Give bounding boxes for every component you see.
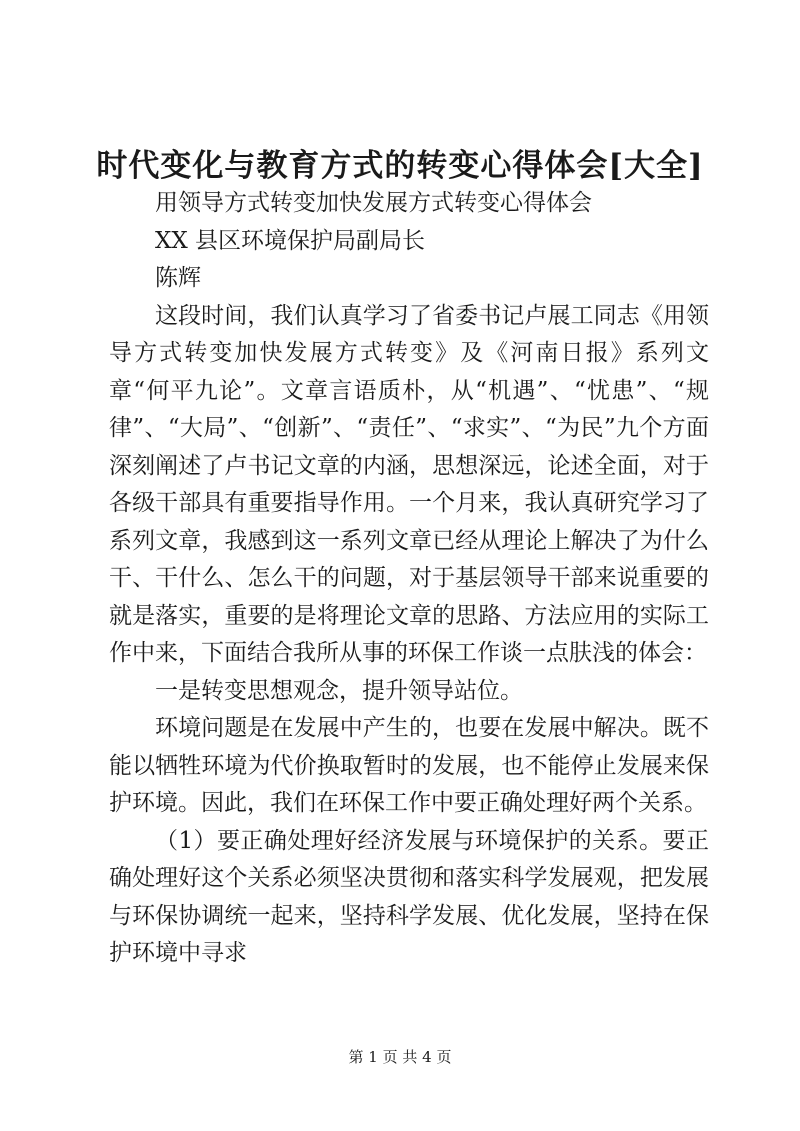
author-name: 陈辉 bbox=[155, 265, 201, 291]
paragraph-environment bbox=[109, 710, 709, 823]
page-footer: 第 1 页 共 4 页 bbox=[348, 1048, 452, 1066]
author-org: XX 县区环境保护局副局长 bbox=[155, 227, 426, 254]
paragraph-relation-1 bbox=[109, 823, 709, 973]
paragraph-text: （1）要正确处理好经济发展与环境保护的关系。要正确处理好这个关系必须坚决贯彻和落实科学发展观，把发展与环保协调统一起来，坚持科学发展、优化发展，坚持在保护环境中寻求 bbox=[109, 827, 709, 966]
paragraph-intro bbox=[109, 298, 709, 673]
document-body bbox=[109, 185, 709, 973]
paragraph-heading-1 bbox=[109, 673, 709, 711]
document-title: 时代变化与教育方式的转变心得体会[大全] bbox=[96, 148, 704, 184]
paragraph-text: 环境问题是在发展中产生的，也要在发展中解决。既不能以牺牲环境为代价换取暂时的发展，也不能停止发展来保护环境。因此，我们在环保工作中要正确处理好两个关系。 bbox=[109, 715, 709, 816]
paragraph-text: 这段时间，我们认真学习了省委书记卢展工同志《用领导方式转变加快发展方式转变》及《河南日报》系列文章“何平九论”。文章言语质朴，从“机遇”、“忧患”、“规律”、“大局”、“创新”、“责任”、“求实”、“为民”九个方面深刻阐述了卢书记文章的内涵，思想深远，论述全面，对于各级干部具有重要指导作用。一个月来，我认真研究学习了系列文章，我感到这一系列文章已经从理论上解决了为什么干、干什么、怎么干的问题，对于基层领导干部来说重要的就是落实，重要的是将理论文章的思路、方法应用的实际工作中来，下面结合我所从事的环保工作谈一点肤浅的体会： bbox=[109, 302, 709, 666]
subtitle: 用领导方式转变加快发展方式转变心得体会 bbox=[155, 190, 592, 216]
paragraph-text: 一是转变思想观念，提升领导站位。 bbox=[155, 677, 523, 704]
